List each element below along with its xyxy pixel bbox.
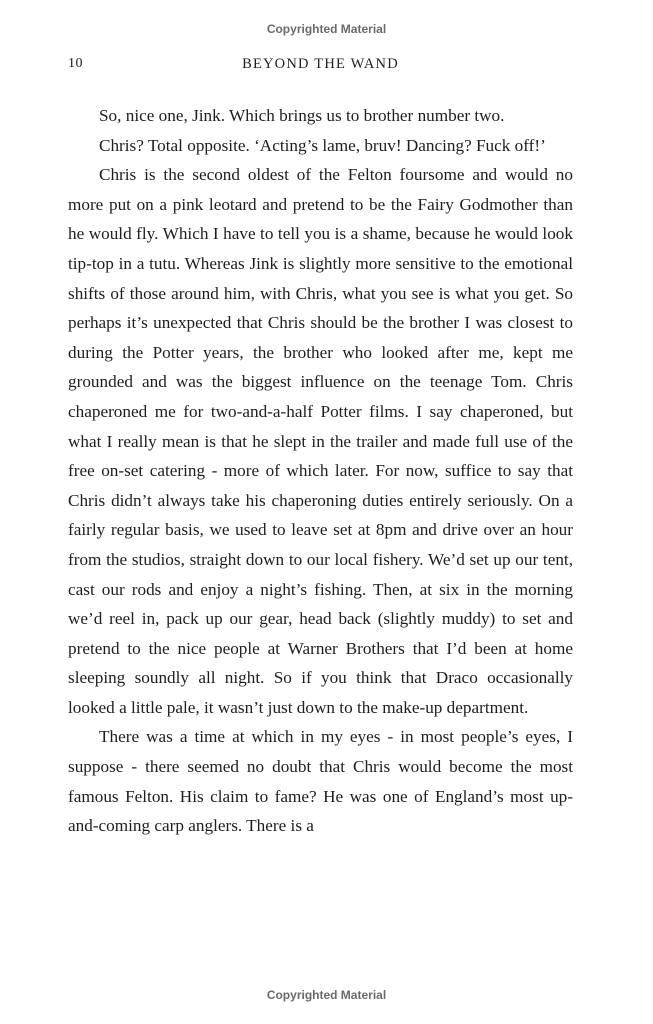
copyright-watermark-top: Copyrighted Material bbox=[266, 22, 387, 36]
copyright-watermark-bottom: Copyrighted Material bbox=[266, 988, 387, 1002]
page-number: 10 bbox=[68, 56, 83, 71]
paragraph-1: So, nice one, Jink. Which brings us to brother number two. bbox=[99, 106, 505, 125]
paragraph-4: There was a time at which in my eyes - in most people’s eyes, I suppose - there seemed no doubt that Chris would become the most famous Felton. His claim to fame? He was one of England’s most up-and-coming carp anglers. There is a bbox=[68, 727, 573, 836]
running-head bbox=[68, 56, 573, 78]
paragraph-2: Chris? Total opposite. ‘Acting’s lame, bruv! Dancing? Fuck off!’ bbox=[99, 135, 546, 155]
book-title: BEYOND THE WAND bbox=[242, 56, 399, 72]
paragraph-3: Chris is the second oldest of the Felton foursome and would no more put on a pink leotard and pretend to be the Fairy Godmother than he would fly. Which I have to tell you is a shame, because he would look tip-top in a tutu. Whereas Jink is slightly more sensitive to the emotional shifts of those around him, with Chris, what you see is what you get. So perhaps it’s unexpected that Chris should be the brother I was closest to during the Potter years, the brother who looked after me, kept me grounded and was the biggest influence on the teenage Tom. Chris chaperoned me for two-and-a-half Potter films. I say chaperoned, but what I really mean is that he slept in the trailer and made full use of the free on-set catering - more of which later. For now, suffice to say that Chris didn’t always take his chaperoning duties entirely seriously. On a fairly regular basis, we used to leave set at 8pm and drive over an hour from the studios, straight down to our local fishery. We’d set up our tent, cast our rods and enjoy a night’s fishing. Then, at six in the morning we’d reel in, pack up our gear, head back (slightly muddy) to set and pretend to the nice people at Warner Brothers that I’d been at home sleeping soundly all night. So if you think that Draco occasionally looked a little pale, it wasn’t just down to the make-up department. bbox=[68, 165, 573, 717]
body-text bbox=[68, 101, 573, 841]
